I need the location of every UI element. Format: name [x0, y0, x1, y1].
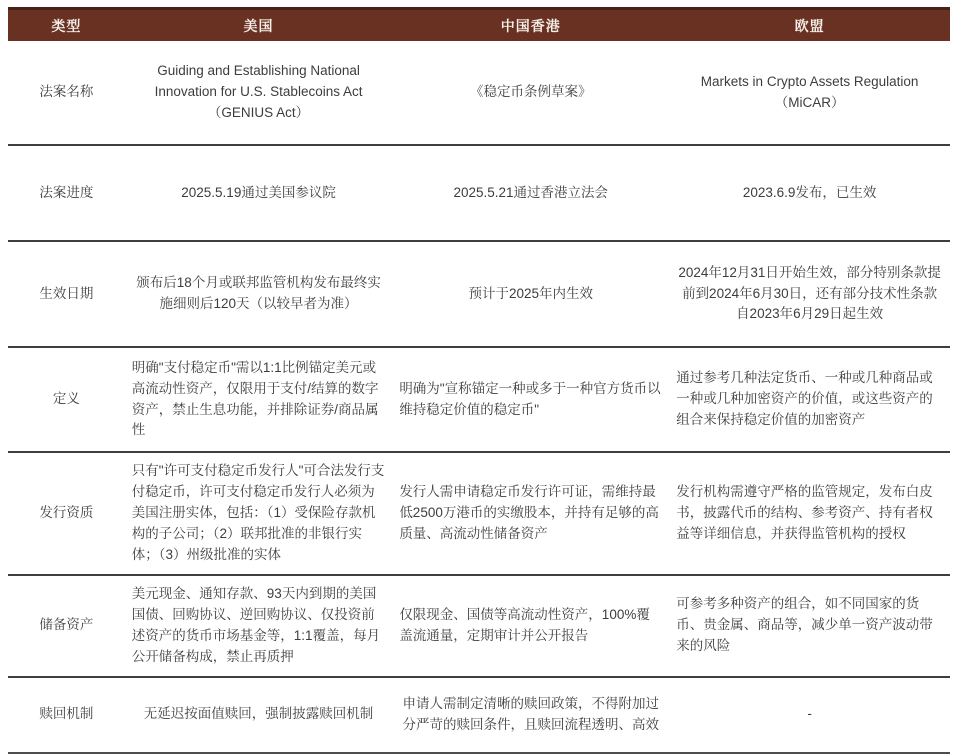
table-header-row [8, 7, 950, 41]
cell-law-name-us: Guiding and Establishing National Innovation for U.S. Stablecoins Act（GENIUS Act） [154, 63, 363, 120]
column-header-us: 美国 [243, 17, 274, 34]
table-row-law-name [8, 41, 950, 146]
row-label-reserve-assets: 储备资产 [39, 617, 94, 633]
row-label-effective-date: 生效日期 [39, 285, 94, 301]
cell-reserve-assets-eu: 可参考多种资产的组合，如不同国家的货币、贵金属、商品等，减少单一资产波动带来的风险 [676, 596, 933, 654]
cell-law-name-eu: Markets in Crypto Assets Regulation（MiCAR） [700, 73, 919, 110]
row-label-redemption-mechanism: 赎回机制 [39, 706, 94, 722]
table-row-issuer-qualification [8, 453, 950, 576]
cell-redemption-mechanism-hk: 申请人需制定清晰的赎回政策，不得附加过分严苛的赎回条件，且赎回流程透明、高效 [402, 695, 660, 732]
row-label-definition: 定义 [52, 391, 80, 407]
cell-definition-us: 明确"支付稳定币"需以1:1比例锚定美元或高流动性资产，仅限用于支付/结算的数字资产，禁止生息功能，并排除证券/商品属性 [131, 359, 379, 438]
row-label-law-name: 法案名称 [39, 84, 94, 100]
table-row-definition [8, 348, 950, 453]
cell-reserve-assets-us: 美元现金、通知存款、93天内到期的美国国债、回购协议、逆回购协议、仅投资前述资产的货币市场基金等，1:1覆盖，每月公开储备构成，禁止再质押 [131, 585, 381, 664]
cell-redemption-mechanism-us: 无延迟按面值赎回，强制披露赎回机制 [143, 706, 374, 722]
cell-effective-date-us: 颁布后18个月或联邦监管机构发布最终实施细则后120天（以较早者为准） [136, 275, 381, 311]
cell-definition-eu: 通过参考几种法定货币、一种或几种商品或一种或几种加密资产的价值，或这些资产的组合来保持稳定价值的加密资产 [676, 370, 933, 427]
cell-law-name-hk: 《稳定币条例草案》 [470, 84, 592, 100]
cell-law-progress-us: 2025.5.19通过美国参议院 [181, 184, 336, 200]
column-header-eu: 欧盟 [794, 17, 825, 34]
table-row-effective-date [8, 242, 950, 348]
cell-redemption-mechanism-eu: - [807, 706, 812, 722]
cell-issuer-qualification-us: 只有"许可支付稳定币发行人"可合法发行支付稳定币，许可支付稳定币发行人必须为美国注册实体，包括：（1）受保险存款机构的子公司；（2）联邦批准的非银行实体；（3）州级批准的实体 [131, 463, 385, 562]
cell-law-progress-hk: 2025.5.21通过香港立法会 [453, 184, 609, 200]
cell-definition-hk: 明确为"宣称锚定一种或多于一种官方货币以维持稳定价值的稳定币" [399, 380, 661, 417]
table-row-law-progress [8, 146, 950, 242]
cell-effective-date-eu: 2024年12月31日开始生效，部分特别条款提前到2024年6月30日，还有部分技术性条款自2023年6月29日起生效 [678, 264, 941, 322]
table-row-redemption-mechanism [8, 678, 950, 752]
cell-reserve-assets-hk: 仅限现金、国债等高流动性资产，100%覆盖流通量，定期审计并公开报告 [399, 606, 650, 643]
cell-effective-date-hk: 预计于2025年内生效 [468, 285, 594, 301]
row-label-law-progress: 法案进度 [39, 184, 94, 200]
row-label-issuer-qualification: 发行资质 [39, 504, 94, 520]
cell-issuer-qualification-hk: 发行人需申请稳定币发行许可证，需维持最低2500万港币的实缴股本，并持有足够的高质量、高流动性储备资产 [399, 483, 659, 541]
cell-issuer-qualification-eu: 发行机构需遵守严格的监管规定，发布白皮书，披露代币的结构、参考资产、持有者权益等详细信息，并获得监管机构的授权 [676, 483, 933, 541]
column-header-hk: 中国香港 [500, 17, 561, 34]
table-row-reserve-assets [8, 576, 950, 678]
column-header-type: 类型 [51, 17, 82, 34]
stablecoin-regulation-comparison-table [8, 7, 950, 754]
cell-law-progress-eu: 2023.6.9发布，已生效 [742, 184, 877, 200]
